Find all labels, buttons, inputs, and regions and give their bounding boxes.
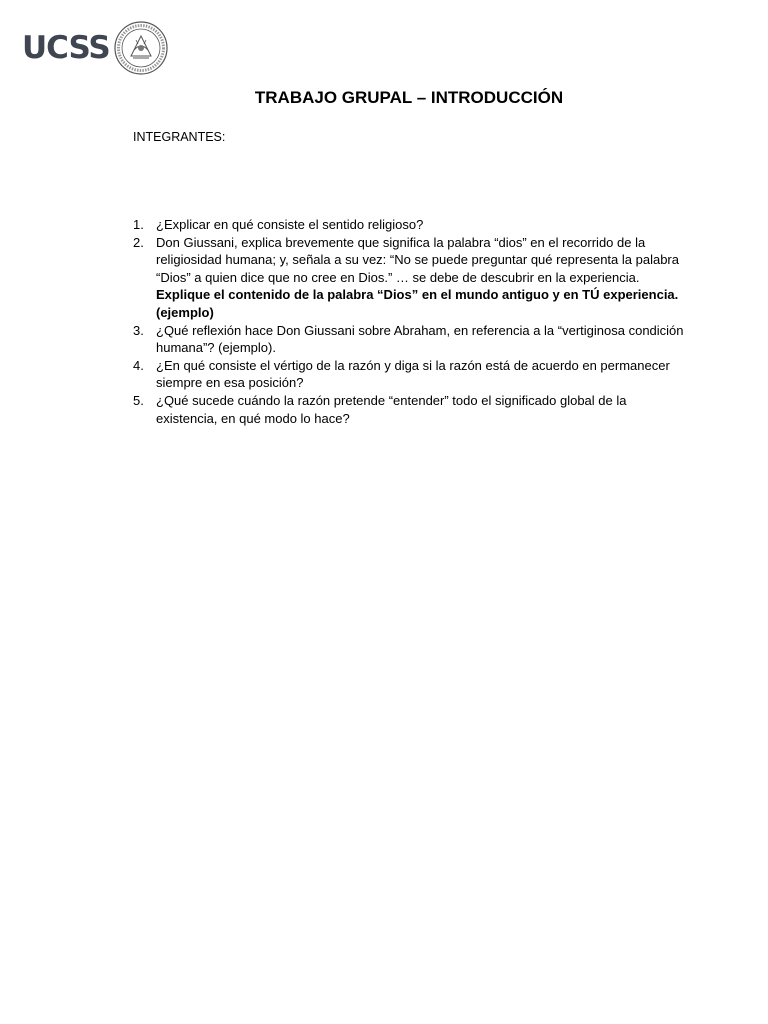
question-text: Don Giussani, explica brevemente que significa la palabra “dios” en el recorrido de la religiosidad humana; y, señala a su vez: “No se puede preguntar qué representa la palabra “Dios” a quien dice que no cree en Dios.” … se debe de descubrir en la experiencia. bbox=[156, 234, 679, 285]
ucss-logo bbox=[22, 20, 170, 76]
university-seal-icon bbox=[112, 20, 170, 76]
list-item bbox=[133, 234, 689, 322]
question-number: 3. bbox=[133, 322, 144, 338]
question-text: ¿En qué consiste el vértigo de la razón y diga si la razón está de acuerdo en permanecer siempre en esa posición? bbox=[156, 357, 670, 391]
question-text: ¿Qué sucede cuándo la razón pretende “entender” todo el significado global de la existencia, en qué modo lo hace? bbox=[156, 392, 627, 426]
question-text: ¿Explicar en qué consiste el sentido religioso? bbox=[156, 217, 424, 232]
list-item bbox=[133, 392, 689, 427]
question-list bbox=[133, 216, 689, 427]
question-number: 2. bbox=[133, 234, 144, 250]
question-bold-text: Explique el contenido de la palabra “Dios” en el mundo antiguo y en TÚ experiencia. (ejemplo) bbox=[156, 287, 679, 320]
logo-wordmark: UCSS bbox=[22, 30, 110, 66]
question-number: 4. bbox=[133, 357, 144, 373]
members-label: INTEGRANTES: bbox=[133, 130, 226, 144]
question-number: 5. bbox=[133, 392, 144, 408]
list-item bbox=[133, 216, 689, 234]
document-title: TRABAJO GRUPAL – INTRODUCCIÓN bbox=[254, 88, 564, 107]
question-number: 1. bbox=[133, 217, 144, 232]
list-item bbox=[133, 357, 689, 392]
question-text: ¿Qué reflexión hace Don Giussani sobre Abraham, en referencia a la “vertiginosa condición humana”? (ejemplo). bbox=[156, 322, 684, 356]
list-item bbox=[133, 322, 689, 357]
